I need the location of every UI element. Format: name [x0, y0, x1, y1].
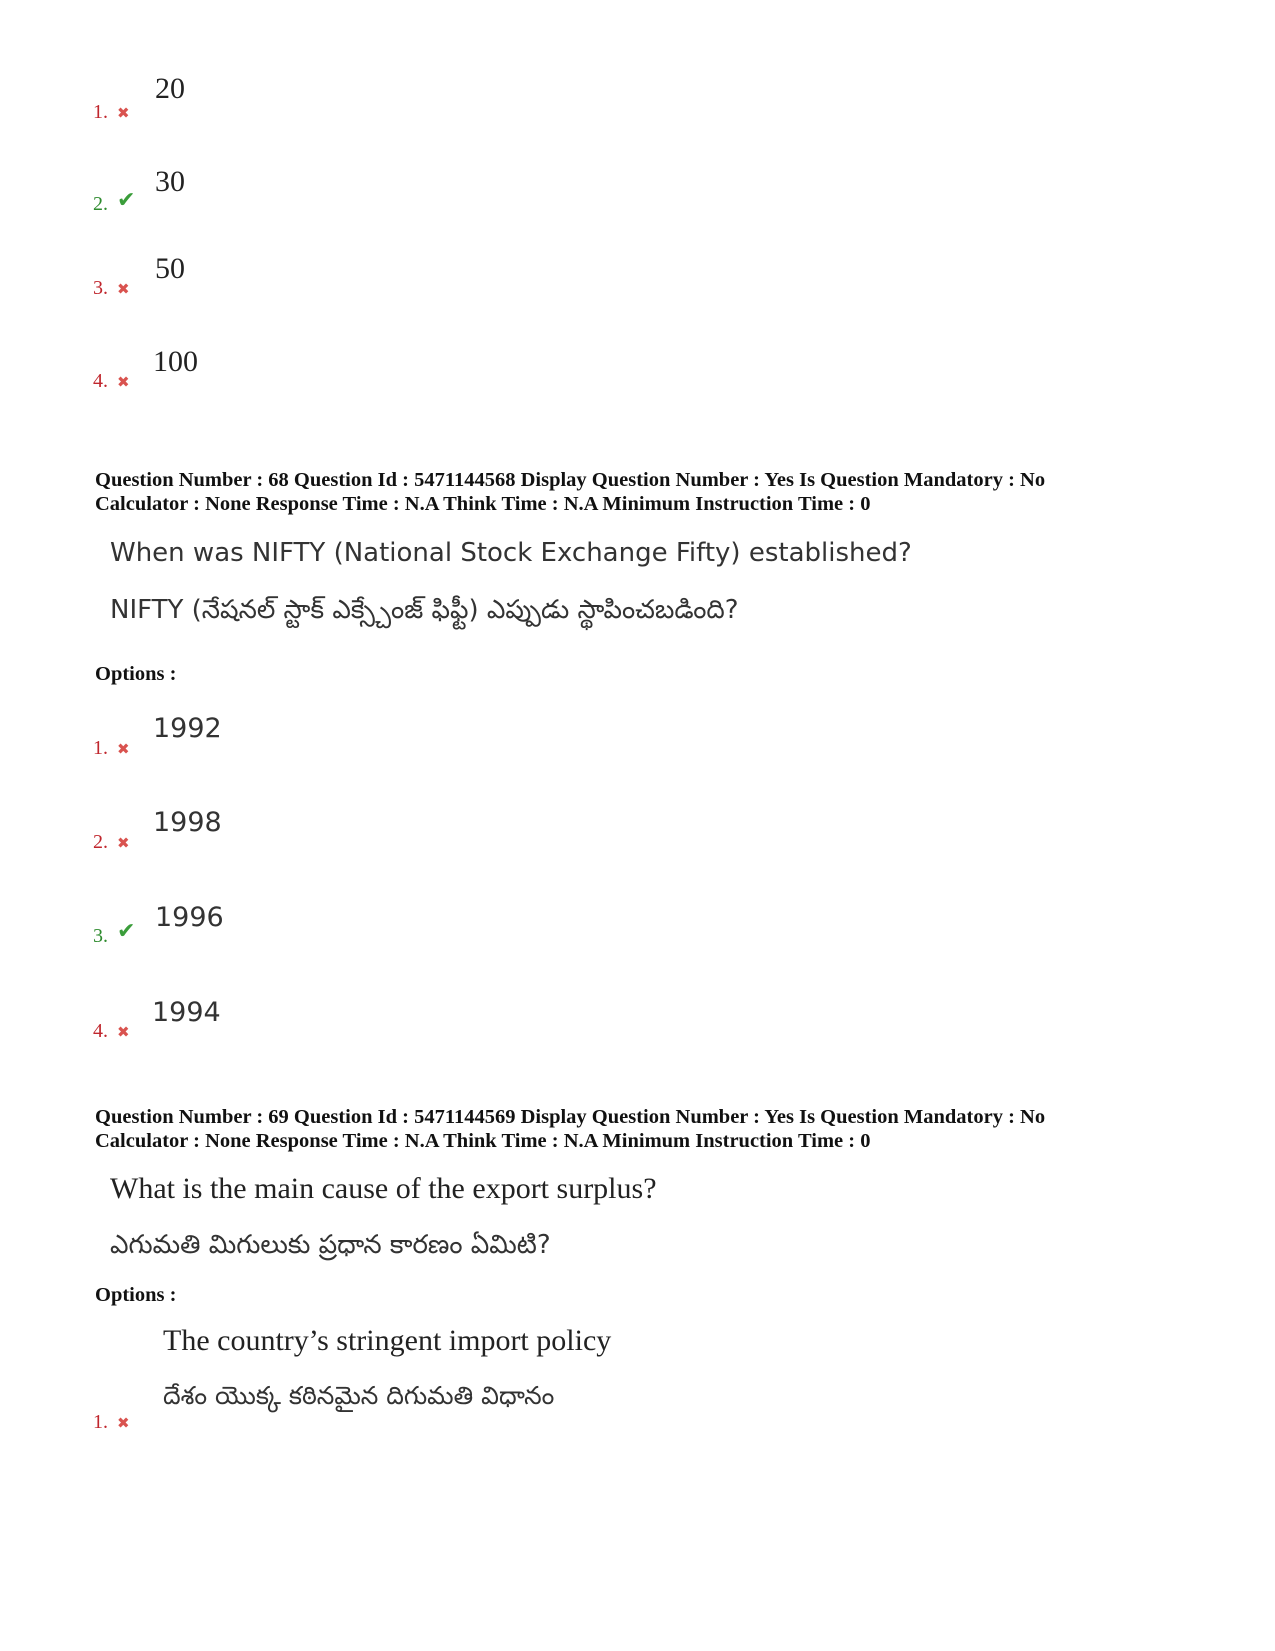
question-meta-line: Question Number : 69 Question Id : 5471144569 Display Question Number : Yes Is Question Mandatory : No — [95, 1106, 1046, 1128]
cross-icon: ✖ — [117, 740, 130, 758]
question-text-english: What is the main cause of the export surplus? — [110, 1172, 657, 1205]
option-number: 1. — [93, 1411, 108, 1433]
cross-icon: ✖ — [117, 373, 130, 391]
option-value: 1996 — [155, 902, 224, 933]
question-meta-line: Calculator : None Response Time : N.A Think Time : N.A Minimum Instruction Time : 0 — [95, 493, 871, 515]
option-number: 4. — [93, 370, 108, 392]
option-number: 3. — [93, 925, 108, 947]
option-value: 1994 — [152, 997, 221, 1028]
option-number: 1. — [93, 101, 108, 123]
options-label: Options : — [95, 1284, 177, 1306]
check-icon: ✔ — [117, 919, 136, 944]
cross-icon: ✖ — [117, 834, 130, 852]
option-number: 1. — [93, 737, 108, 759]
option-value: 1992 — [153, 713, 222, 744]
option-text-english: The country’s stringent import policy — [163, 1324, 612, 1357]
cross-icon: ✖ — [117, 104, 130, 122]
option-number: 2. — [93, 193, 108, 215]
question-meta-line: Question Number : 68 Question Id : 5471144568 Display Question Number : Yes Is Question Mandatory : No — [95, 469, 1046, 491]
option-value: 30 — [155, 165, 185, 198]
option-number: 4. — [93, 1020, 108, 1042]
cross-icon: ✖ — [117, 1023, 130, 1041]
question-text-telugu: ఎగుమతి మిగులుకు ప్రధాన కారణం ఏమిటి? — [110, 1230, 551, 1260]
question-text-english: When was NIFTY (National Stock Exchange Fifty) established? — [110, 538, 912, 568]
option-value: 50 — [155, 252, 185, 285]
option-number: 2. — [93, 831, 108, 853]
option-text-telugu: దేశం యొక్క కఠినమైన దిగుమతి విధానం — [163, 1381, 555, 1410]
cross-icon: ✖ — [117, 280, 130, 298]
option-value: 20 — [155, 72, 185, 105]
options-label: Options : — [95, 663, 177, 685]
cross-icon: ✖ — [117, 1414, 130, 1432]
option-number: 3. — [93, 277, 108, 299]
option-value: 1998 — [153, 807, 222, 838]
option-value: 100 — [153, 345, 198, 378]
check-icon: ✔ — [117, 188, 136, 213]
question-meta-line: Calculator : None Response Time : N.A Think Time : N.A Minimum Instruction Time : 0 — [95, 1130, 871, 1152]
question-text-telugu: NIFTY (నేషనల్ స్టాక్ ఎక్స్చేంజ్ ఫిఫ్టీ) ఎప్పుడు స్థాపించబడింది? — [110, 595, 739, 625]
